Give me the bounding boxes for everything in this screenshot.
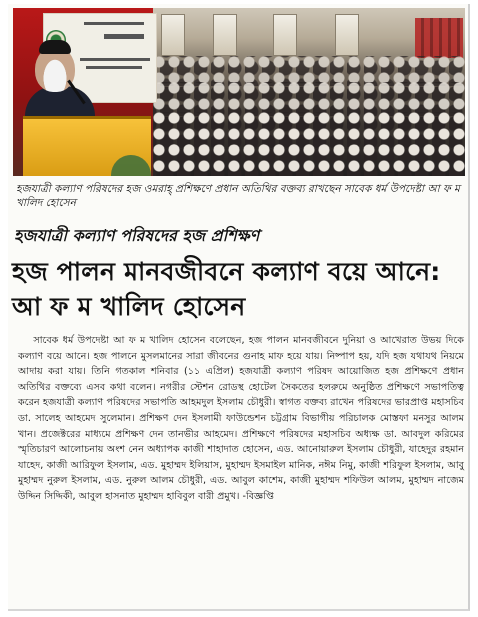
hall-window (213, 14, 237, 56)
audience-row (153, 144, 465, 176)
audience-row (153, 82, 465, 116)
stage (13, 8, 153, 176)
hall-window (161, 14, 185, 56)
article-kicker: হজযাত্রী কল্যাণ পরিষদের হজ প্রশিক্ষণ (14, 226, 260, 245)
podium (23, 116, 151, 176)
hall-window (335, 14, 359, 56)
newspaper-clipping (8, 4, 470, 611)
article-body: সাবেক ধর্ম উপদেষ্টা আ ফ ম খালিদ হোসেন বলেছেন, হজ পালন মানবজীবনে দুনিয়া ও আখেরাত উভয় দিকে কল্যাণ বয়ে আনে। হজ পালনে মুসলমানের সারা জীবনের গুনাহ মাফ হয়ে যায়। নিষ্পাপ হয়, যদি হজ যথাযথ নিয়মে আদায় করা যায়। তিনি গতকাল শনিবার (১১ এপ্রিল) হজযাত্রী কল্যাণ পরিষদ আয়োজিত হজ প্রশিক্ষণে প্রধান অতিথির বক্তব্যে এসব কথা বলেন। নগরীর স্টেশন রোডস্থ হোটেল সৈকতের হলরুমে অনুষ্ঠিত প্রশিক্ষণে সভাপতিত্ব করেন হজযাত্রী কল্যাণ পরিষদের সভাপতি আহমদুল ইসলাম চৌধুরী। স্বাগত বক্তব্য রাখেন পরিষদের ভারপ্রাপ্ত মহাসচিব ডা. সালেহ আহমেদ সুলেমান। প্রশিক্ষণ দেন ইসলামী ফাউন্ডেশন চট্টগ্রাম বিভাগীয় পরিচালক মোস্তফা মনসুর আলম খান। প্রজেক্টরের মাধ্যমে প্রশিক্ষণ দেন তানভীর আহমেদ। প্রশিক্ষণে পরিষদের মহাসচিব অধ্যক্ষ ডা. আবদুল করিমের স্মৃতিচারণ আলোচনায় অংশ নেন অধ্যাপক কাজী শাহাদাত হোসেন, এড. আনোয়ারুল ইসলাম চৌধুরী, যাহেদুর রহমান যাহেদ, কাজী আরিফুল ইসলাম, এড. মুহাম্মদ ইলিয়াস, মুহাম্মদ ইসমাইল মানিক, নঈম নিমু, কাজী শরিফুল ইসলাম, আবু মুহাম্মদ নুরুল ইসলাম, এড. নুরুল আলম চৌধুরী, এড. আবুল কাশেম, কাজী মুহাম্মদ শফিউল আলম, মুহাম্মদ নাজেম উদ্দিন সিদ্দিকী, আবুল হাসনাত মুহাম্মদ হাবিবুল বারী প্রমুখ। -বিজ্ঞপ্তি (18, 335, 464, 502)
hall-window (273, 14, 297, 56)
stacked-chairs (415, 18, 463, 58)
photo-caption: হজযাত্রী কল্যাণ পরিষদের হজ ওমরাহ্ প্রশিক্ষণে প্রধান অতিথির বক্তব্য রাখছেন সাবেক ধর্ম উপদেষ্টা আ ফ ম খালিদ হোসেন (16, 183, 460, 209)
article-headline: হজ পালন মানবজীবনে কল্যাণ বয়ে আনে: আ ফ ম খালিদ হোসেন (12, 257, 441, 321)
audience-hall (153, 8, 465, 176)
event-photo (13, 8, 465, 176)
speaker-cap (39, 40, 71, 54)
podium-seal (111, 155, 151, 176)
audience-row (153, 112, 465, 148)
